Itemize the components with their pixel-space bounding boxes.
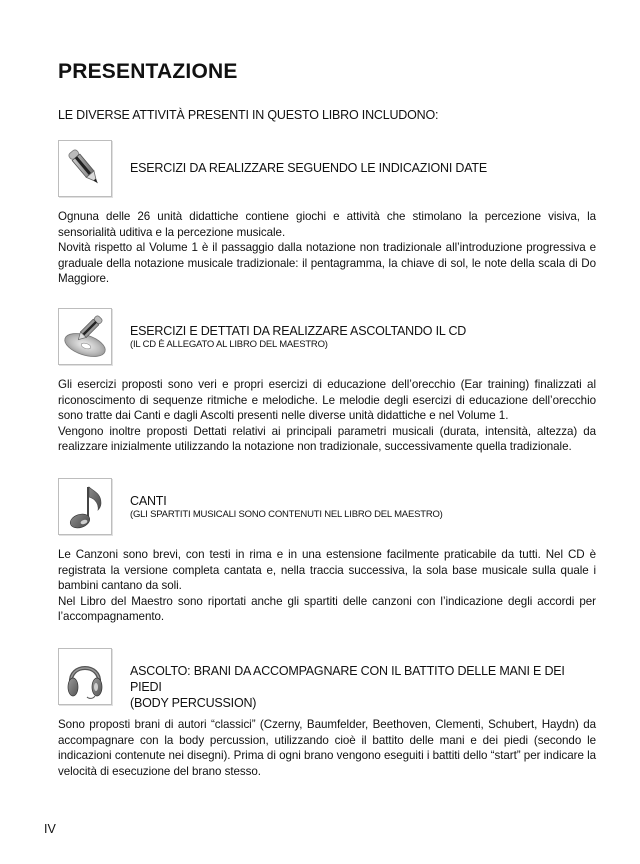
section-title-line2: (BODY PERCUSSION) bbox=[130, 696, 257, 710]
section-header bbox=[58, 478, 596, 534]
paragraph: Novità rispetto al Volume 1 è il passaggio dalla notazione non tradizionale all’introduzione progressiva e graduale della notazione musicale tradizionale: il pentagramma, la chiave di sol, le note della scala di Do Maggiore. bbox=[58, 241, 596, 285]
section-title: CANTI bbox=[130, 494, 167, 508]
page-title: PRESENTAZIONE bbox=[58, 60, 238, 83]
pencil-icon bbox=[58, 140, 112, 197]
paragraph: Sono proposti brani di autori “classici” (Czerny, Baumfelder, Beethoven, Clementi, Schubert, Haydn) da accompagnare con la body percussion, utilizzando cioè il battito delle mani e dei piedi (secondo le indicazioni contenute nei disegni). Prima di ogni brano vengono eseguiti i battiti dello “start” per indicare la velocità di esecuzione del brano stesso. bbox=[58, 718, 596, 778]
section-cd-dictations bbox=[58, 308, 596, 455]
cd-pencil-icon bbox=[58, 308, 112, 365]
paragraph: Ognuna delle 26 unità didattiche contiene giochi e attività che stimolano la percezione visiva, la sensorialità uditiva e la percezione musicale. bbox=[58, 210, 596, 239]
section-header bbox=[58, 648, 596, 710]
section-listening bbox=[58, 648, 596, 779]
paragraph: Gli esercizi proposti sono veri e propri esercizi di educazione dell’orecchio (Ear training) finalizzati al riconoscimento di sequenze ritmiche e melodiche. Le melodie degli esercizi di educazione dell’orecchio sono tratte dai Canti e dagli Ascolti presenti nelle diverse unità didattiche e nel Volume 1. bbox=[58, 378, 596, 422]
section-body bbox=[58, 377, 596, 455]
section-songs bbox=[58, 478, 596, 625]
section-body bbox=[58, 547, 596, 625]
page-number: IV bbox=[44, 822, 56, 836]
music-note-icon bbox=[58, 478, 112, 535]
section-body bbox=[58, 209, 596, 287]
section-title: ESERCIZI DA REALIZZARE SEGUENDO LE INDICAZIONI DATE bbox=[130, 161, 487, 175]
section-header bbox=[58, 140, 596, 196]
paragraph: Vengono inoltre proposti Dettati relativi ai principali parametri musicali (durata, intensità, altezza) da realizzare inizialmente utilizzando la notazione non tradizionale, successivamente quella tradizionale. bbox=[58, 424, 596, 453]
section-title: ASCOLTO: BRANI DA ACCOMPAGNARE CON IL BATTITO DELLE MANI E DEI PIEDI bbox=[130, 664, 565, 694]
headphones-icon bbox=[58, 648, 112, 705]
section-title: ESERCIZI E DETTATI DA REALIZZARE ASCOLTANDO IL CD bbox=[130, 324, 467, 338]
section-header bbox=[58, 308, 596, 364]
section-subtitle: (GLI SPARTITI MUSICALI SONO CONTENUTI NEL LIBRO DEL MAESTRO) bbox=[130, 509, 443, 520]
paragraph: Le Canzoni sono brevi, con testi in rima e in una estensione facilmente praticabile da tutti. Nel CD è registrata la versione completa cantata e, nella traccia successiva, la sola base musicale sulla quale i bambini cantano da soli. bbox=[58, 548, 596, 592]
section-body bbox=[58, 717, 596, 779]
section-subtitle: (IL CD È ALLEGATO AL LIBRO DEL MAESTRO) bbox=[130, 339, 328, 350]
intro-heading: LE DIVERSE ATTIVITÀ PRESENTI IN QUESTO LIBRO INCLUDONO: bbox=[58, 108, 439, 122]
section-exercises bbox=[58, 140, 596, 287]
paragraph: Nel Libro del Maestro sono riportati anche gli spartiti delle canzoni con l’indicazione degli accordi per l’accompagnamento. bbox=[58, 594, 596, 623]
